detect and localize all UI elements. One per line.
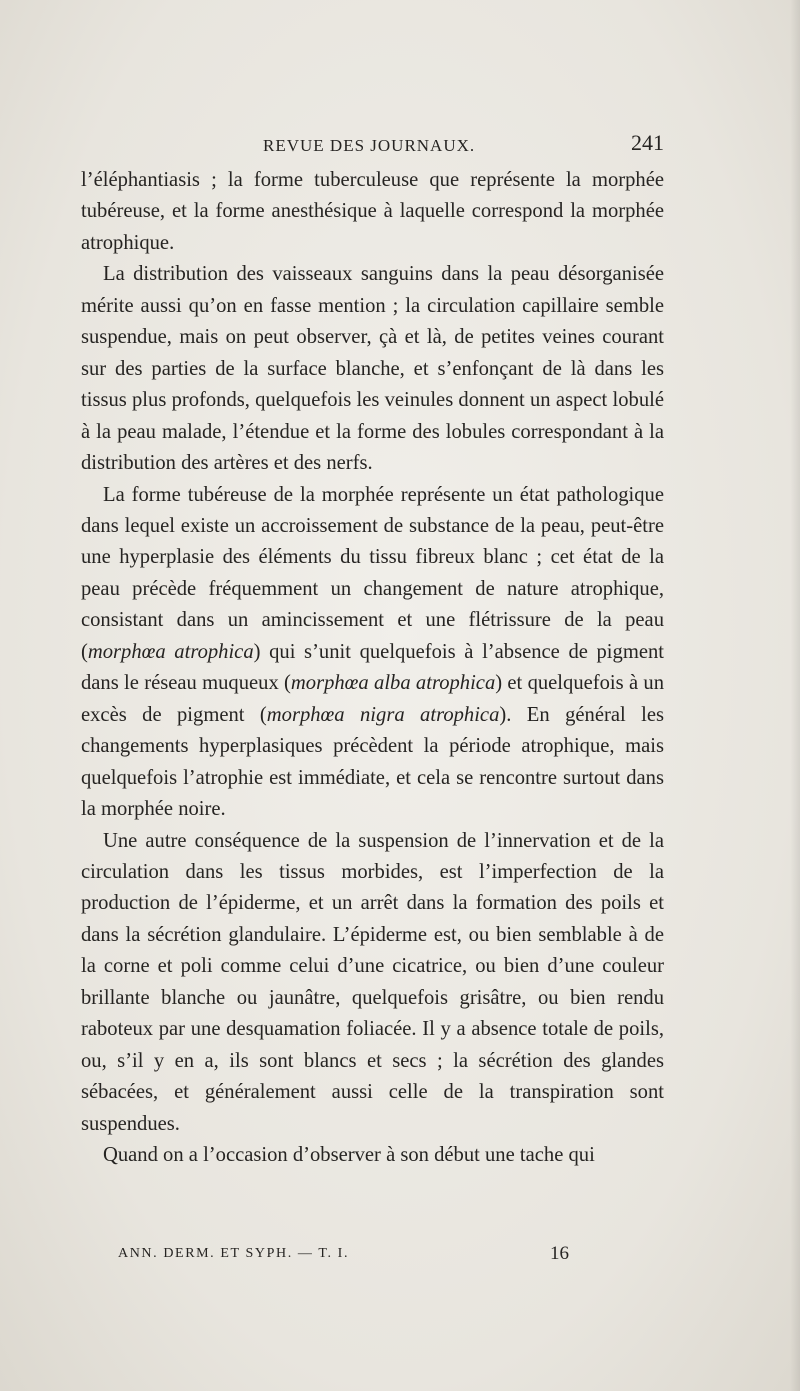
italic-term: morphœa alba atrophica [290, 672, 496, 695]
text-run: La distribution des vaisseaux sanguins dans la peau désorganisée mérite aussi qu’on en fasse mention ; la circulation capillaire semble suspendue, mais on peut observer, çà et là, de petites veines courant sur des parties de la surface blanche, et s’enfonçant de là dans les tissus plus profonds, quelquefois les veinules donnent un aspect lobulé à la peau malade, l’étendue et la forme des lobules correspondant à la distribution des artères et des nerfs. [81, 263, 664, 475]
paragraph [81, 259, 664, 479]
text-run: Une autre conséquence de la suspension de l’innervation et de la circulation dans les tissus morbides, est l’imperfection de la production de l’épiderme, et un arrêt dans la formation des poils et dans la sécrétion glandulaire. L’épiderme est, ou bien semblable à de la corne et poli comme celui d’une cicatrice, ou bien d’une couleur brillante blanche ou jaunâtre, quelquefois grisâtre, ou bien rendu raboteux par une desquamation foliacée. Il y a absence totale de poils, ou, s’il y en a, ils sont blancs et secs ; la sécrétion des glandes sébacées, et généralement aussi celle de la transpiration sont suspendues. [81, 829, 664, 1135]
paragraph [81, 1140, 664, 1171]
body-text [81, 165, 664, 1172]
text-run: Quand on a l’occasion d’observer à son début une tache qui [103, 1144, 595, 1167]
text-run: La forme tubéreuse de la morphée représente un état pathologique dans lequel existe un accroissement de substance de la peau, peut-être une hyperplasie des éléments du tissu fibreux blanc ; cet état de la peau précède fréquemment un changement de nature atrophique, consistant dans un amincissement et une flétrissure de la peau ( [81, 483, 664, 663]
paragraph [81, 826, 664, 1141]
journal-signature: ANN. DERM. ET SYPH. — T. I. [118, 1246, 350, 1261]
paragraph [81, 165, 664, 259]
italic-term: morphœa atrophica [87, 640, 254, 663]
page-gutter-shadow [790, 0, 800, 1391]
text-run: ) qui s’unit quelquefois à l’absence de pigment dans le réseau muqueux ( [81, 640, 664, 695]
gathering-number: 16 [550, 1243, 569, 1264]
italic-term: morphœa nigra atrophica [266, 703, 500, 726]
page-number: 241 [631, 130, 664, 155]
running-header [81, 130, 664, 160]
paragraph [81, 480, 664, 826]
printer-signature-line [118, 1243, 578, 1267]
running-title: REVUE DES JOURNAUX. [263, 136, 476, 155]
text-run: l’éléphantiasis ; la forme tuberculeuse que représente la morphée tubéreuse, et la forme anesthésique à laquelle correspond la morphée atrophique. [81, 169, 664, 254]
text-run: ) et quelquefois à un excès de pigment ( [81, 672, 664, 726]
text-run: ). En général les changements hyperplasiques précèdent la période atrophique, mais quelquefois l’atrophie est immédiate, et cela se rencontre surtout dans la morphée noire. [81, 703, 664, 821]
